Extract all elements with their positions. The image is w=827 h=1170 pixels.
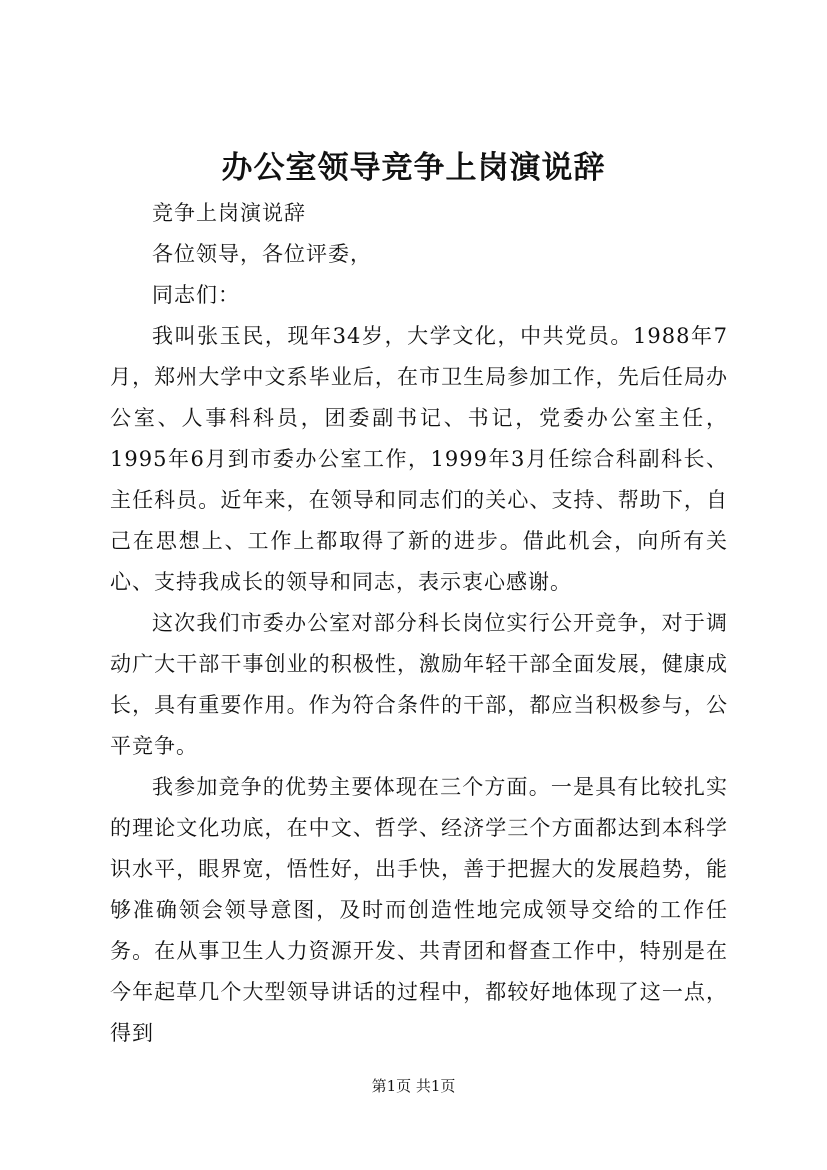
paragraph-salutation-2: 同志们： bbox=[152, 283, 240, 307]
paragraph-heading: 竞争上岗演说辞 bbox=[152, 201, 306, 225]
paragraph-introduction: 我叫张玉民，现年34岁，大学文化，中共党员。1988年7月，郑州大学中文系毕业后，在市卫生局参加工作，先后任局办公室、人事科科员，团委副书记、书记，党委办公室主任，1995年6月到市委办公室工作，1999年3月任综合科副科长、主任科员。近年来，在领导和同志们的关心、支持、帮助下，自己在思想上、工作上都取得了新的进步。借此机会，向所有关心、支持我成长的领导和同志，表示衷心感谢。 bbox=[110, 324, 728, 594]
document-body bbox=[110, 193, 728, 1054]
paragraph-salutation-1: 各位领导，各位评委， bbox=[152, 242, 372, 266]
document-title: 办公室领导竞争上岗演说辞 bbox=[221, 150, 606, 186]
page-footer: 第1页 共1页 bbox=[371, 1077, 456, 1095]
paragraph-competition: 这次我们市委办公室对部分科长岗位实行公开竞争，对于调动广大干部干事创业的积极性，激励年轻干部全面发展，健康成长，具有重要作用。作为符合条件的干部，都应当积极参与，公平竞争。 bbox=[110, 611, 728, 758]
paragraph-advantages: 我参加竞争的优势主要体现在三个方面。一是具有比较扎实的理论文化功底，在中文、哲学、经济学三个方面都达到本科学识水平，眼界宽，悟性好，出手快，善于把握大的发展趋势，能够准确领会领导意图，及时而创造性地完成领导交给的工作任务。在从事卫生人力资源开发、共青团和督查工作中，特别是在今年起草几个大型领导讲话的过程中，都较好地体现了这一点，得到 bbox=[110, 775, 728, 1045]
